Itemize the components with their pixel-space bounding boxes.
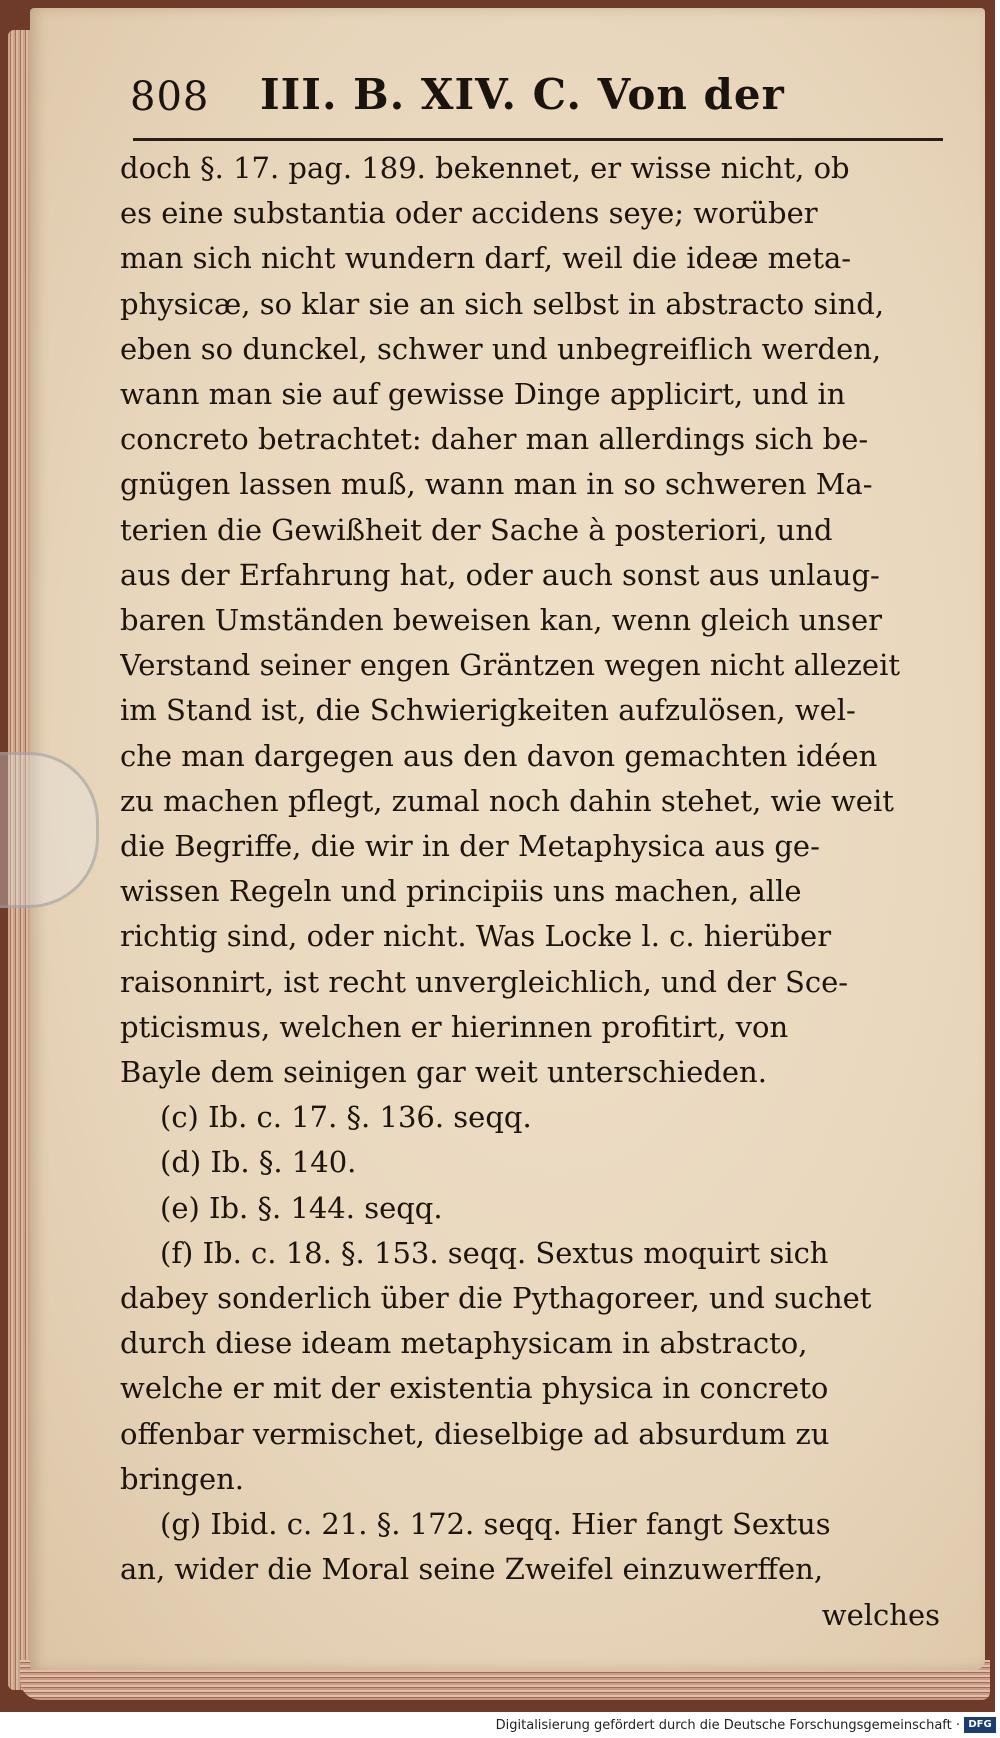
main-paragraph: [120, 146, 950, 1095]
text-line: terien die Gewißheit der Sache à posteriori, und: [120, 512, 833, 547]
text-line: im Stand ist, die Schwierigkeiten aufzulösen, wel-: [120, 693, 856, 728]
running-title: III. B. XIV. C. Von der: [260, 70, 785, 119]
text-line: pticismus, welchen er hierinnen profitirt, von: [120, 1009, 789, 1044]
text-line: eben so dunckel, schwer und unbegreiflich werden,: [120, 331, 882, 366]
text-line: richtig sind, oder nicht. Was Locke l. c. hierüber: [120, 919, 832, 954]
footnote-line: welche er mit der existentia physica in concreto: [120, 1371, 829, 1406]
footnote-line: durch diese ideam metaphysicam in abstracto,: [120, 1326, 808, 1361]
text-line: doch §. 17. pag. 189. bekennet, er wisse nicht, ob: [120, 151, 850, 185]
text-line: die Begriffe, die wir in der Metaphysica aus ge-: [120, 829, 820, 864]
text-line: gnügen lassen muß, wann man in so schweren Ma-: [120, 467, 873, 502]
text-line: es eine substantia oder accidens seye; worüber: [120, 196, 818, 231]
dfg-logo: DFG: [964, 1717, 996, 1733]
footnote-line: offenbar vermischet, dieselbige ad absurdum zu: [120, 1416, 830, 1451]
footnote-line: an, wider die Moral seine Zweifel einzuwerffen,: [120, 1552, 824, 1587]
page-number: 808: [130, 74, 210, 120]
footnote-line: bringen.: [120, 1461, 245, 1496]
text-line: man sich nicht wundern darf, weil die ideæ meta-: [120, 241, 852, 276]
text-line: physicæ, so klar sie an sich selbst in abstracto sind,: [120, 286, 885, 321]
text-line: aus der Erfahrung hat, oder auch sonst aus unlaug-: [120, 557, 880, 592]
text-line: che man dargegen aus den davon gemachten idéen: [120, 738, 878, 773]
text-line: wann man sie auf gewisse Dinge applicirt, und in: [120, 377, 846, 412]
footnotes: [120, 1095, 950, 1637]
text-line: raisonnirt, ist recht unvergleichlich, und der Sce-: [120, 964, 849, 999]
text-line: zu machen pflegt, zumal noch dahin stehet, wie weit: [120, 783, 894, 818]
text-line: wissen Regeln und principiis uns machen, alle: [120, 874, 802, 909]
page-body: [120, 146, 950, 1638]
header-rule: [133, 138, 943, 141]
footnote-d: (d) Ib. §. 140.: [160, 1145, 357, 1180]
digitization-footer: [0, 1713, 1000, 1738]
text-line: concreto betrachtet: daher man allerdings sich be-: [120, 422, 869, 457]
page-header: [125, 62, 945, 132]
footnote-f: (f) Ib. c. 18. §. 153. seqq. Sextus moquirt sich: [160, 1235, 829, 1270]
text-line: Verstand seiner engen Gräntzen wegen nicht allezeit: [120, 648, 900, 683]
footnote-line: dabey sonderlich über die Pythagoreer, und suchet: [120, 1281, 872, 1316]
footnote-g: (g) Ibid. c. 21. §. 172. seqq. Hier fangt Sextus: [160, 1507, 831, 1542]
funding-credit: Digitalisierung gefördert durch die Deutsche Forschungsgemeinschaft ·: [495, 1718, 960, 1733]
text-line: Bayle dem seinigen gar weit unterschieden.: [120, 1055, 767, 1090]
text-line: baren Umständen beweisen kan, wenn gleich unser: [120, 603, 882, 638]
footnote-e: (e) Ib. §. 144. seqq.: [160, 1190, 443, 1225]
catchword: welches: [821, 1597, 940, 1632]
footnote-c: (c) Ib. c. 17. §. 136. seqq.: [160, 1100, 532, 1135]
